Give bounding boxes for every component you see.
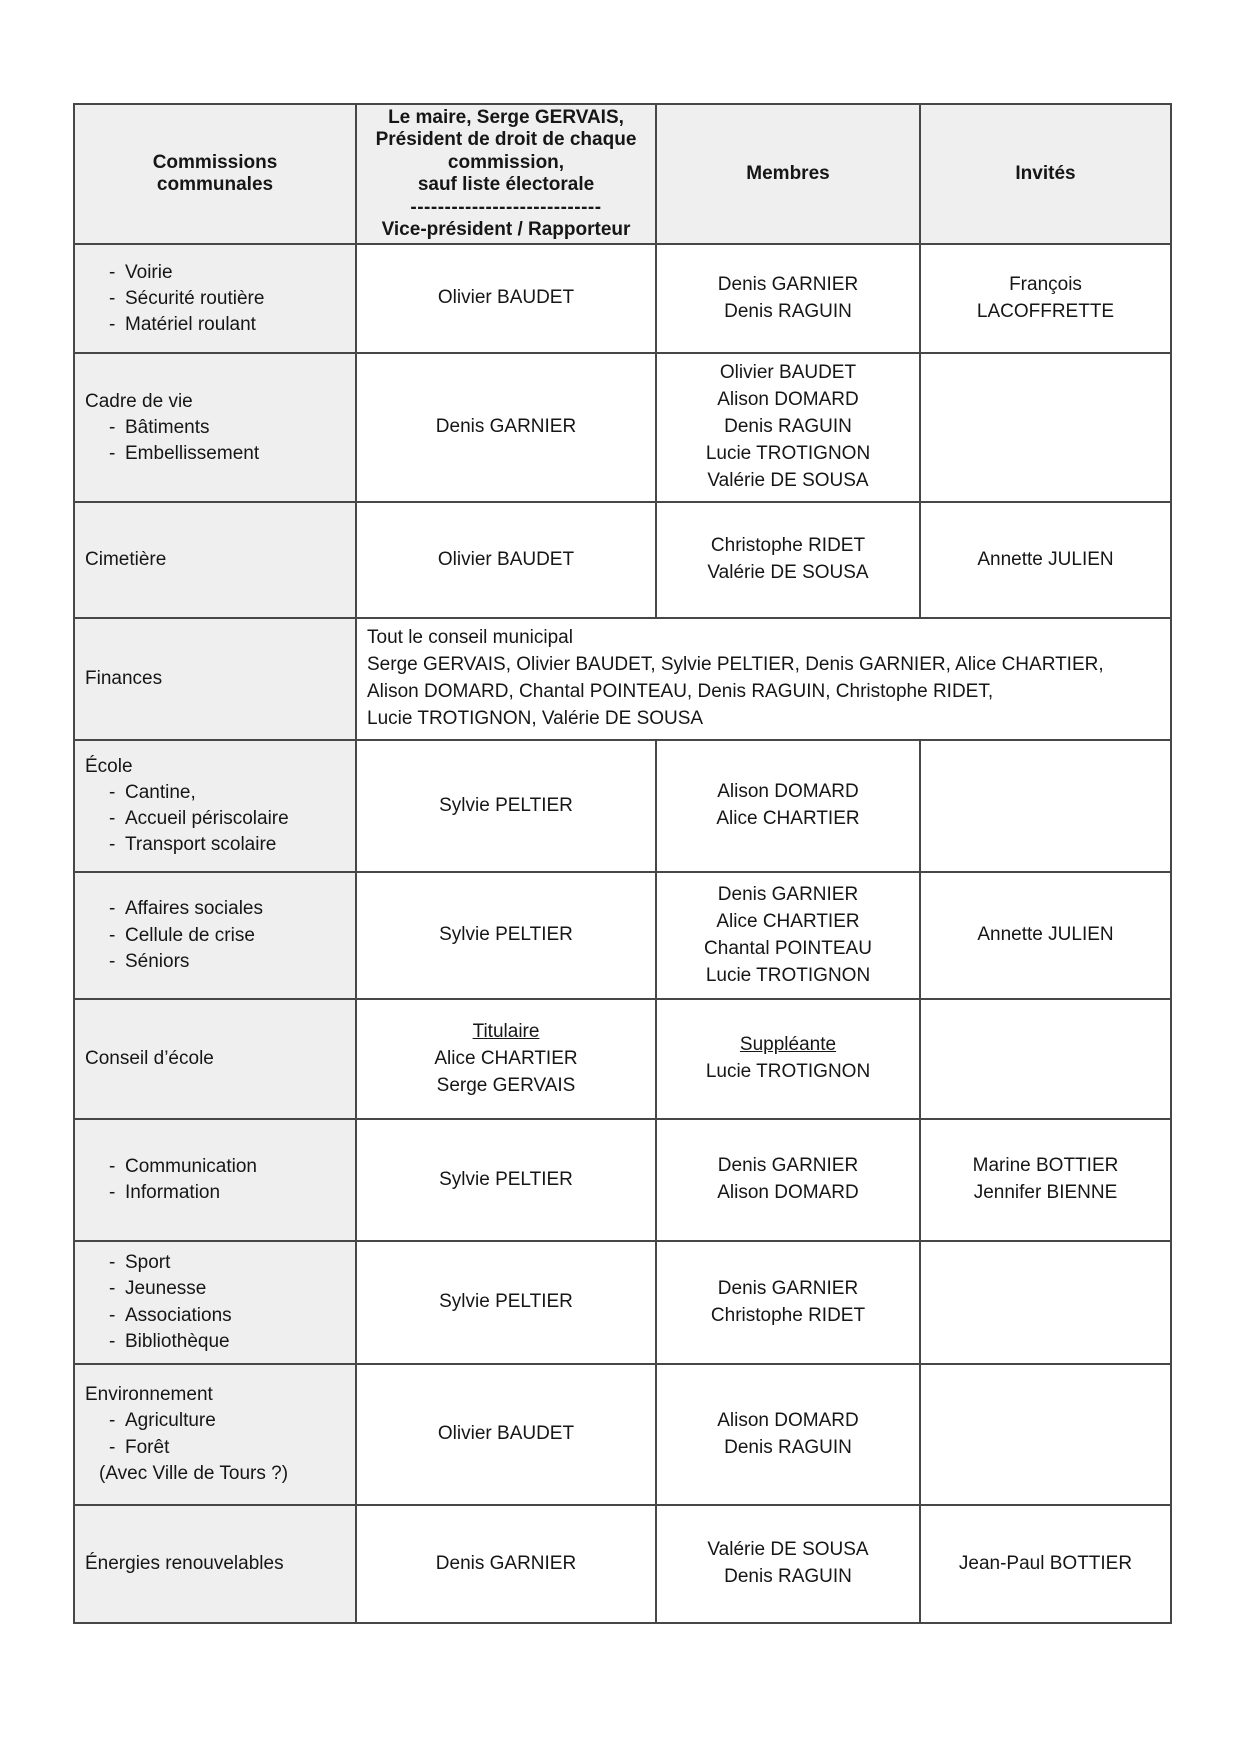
commission-bullet-item — [85, 1408, 349, 1434]
person-name: Denis RAGUIN — [724, 1566, 852, 1588]
members-cell — [656, 502, 920, 618]
bullet-dash: - — [109, 442, 116, 464]
full-span-line: Alison DOMARD, Chantal POINTEAU, Denis RAGUIN, Christophe RIDET, — [367, 681, 994, 703]
person-name: LACOFFRETTE — [976, 300, 1115, 322]
bullet-dash: - — [109, 834, 116, 856]
header-invites: Invités — [920, 104, 1171, 244]
commission-cell — [74, 244, 356, 353]
bullet-dash: - — [109, 1304, 116, 1326]
bullet-label: Voirie — [125, 261, 173, 283]
invites-cell — [920, 244, 1171, 353]
commission-cell — [74, 1241, 356, 1364]
commission-bullet-item — [85, 949, 349, 975]
commission-note: (Avec Ville de Tours ?) — [99, 1462, 289, 1484]
members-cell — [656, 353, 920, 502]
bullet-label: Jeunesse — [125, 1278, 207, 1300]
bullet-label: Sécurité routière — [125, 287, 265, 309]
bullet-label: Embellissement — [125, 442, 260, 464]
commission-bullet-item — [85, 806, 349, 832]
person-name: Denis RAGUIN — [724, 300, 852, 322]
header-president-line3: commission, — [447, 151, 565, 173]
header-membres: Membres — [656, 104, 920, 244]
bullet-label: Communication — [125, 1155, 257, 1177]
person-name: Alice CHARTIER — [716, 910, 860, 932]
person-name: Annette JULIEN — [977, 924, 1114, 946]
table-row — [74, 872, 1171, 999]
vice-president-cell — [356, 740, 656, 872]
bullet-dash: - — [109, 781, 116, 803]
bullet-dash: - — [109, 314, 116, 336]
members-cell — [656, 1364, 920, 1505]
person-name: Alison DOMARD — [717, 1409, 859, 1431]
table-row — [74, 353, 1171, 502]
person-name: Serge GERVAIS — [436, 1074, 576, 1096]
commission-bullet-item — [85, 923, 349, 949]
vice-president-cell — [356, 1119, 656, 1241]
person-name: Lucie TROTIGNON — [705, 964, 871, 986]
vice-president-cell — [356, 999, 656, 1119]
bullet-label: Associations — [125, 1304, 232, 1326]
person-name: Valérie DE SOUSA — [707, 1539, 869, 1561]
commissions-table — [73, 103, 1172, 1624]
person-name: Marine BOTTIER — [972, 1155, 1119, 1177]
person-name: Chantal POINTEAU — [704, 937, 872, 959]
bullet-dash: - — [109, 1410, 116, 1432]
bullet-dash: - — [109, 1278, 116, 1300]
members-cell — [656, 872, 920, 999]
vice-president-cell — [356, 502, 656, 618]
bullet-dash: - — [109, 1330, 116, 1352]
commission-cell — [74, 1119, 356, 1241]
invites-cell — [920, 1119, 1171, 1241]
full-span-cell — [356, 618, 1171, 740]
header-president-line1: Le maire, Serge GERVAIS, — [388, 107, 624, 128]
role-label — [361, 1019, 651, 1046]
full-span-line: Lucie TROTIGNON, Valérie DE SOUSA — [367, 708, 704, 730]
invites-cell — [920, 740, 1171, 872]
members-cell — [656, 999, 920, 1119]
commission-cell — [74, 502, 356, 618]
person-name: Christophe RIDET — [710, 535, 866, 557]
commission-bullet-item — [85, 1303, 349, 1329]
vice-president-cell — [356, 1364, 656, 1505]
invites-cell — [920, 1241, 1171, 1364]
bullet-label: Sport — [125, 1252, 171, 1274]
person-name: Olivier BAUDET — [437, 548, 575, 570]
invites-cell — [920, 502, 1171, 618]
header-commissions-line2: communales — [156, 174, 274, 196]
person-name: Denis RAGUIN — [724, 416, 852, 438]
person-name: Christophe RIDET — [710, 1304, 866, 1326]
bullet-label: Accueil périscolaire — [125, 808, 289, 830]
members-cell — [656, 740, 920, 872]
commission-title: Cimetière — [85, 549, 167, 571]
commission-bullet-item — [85, 312, 349, 338]
commission-cell — [74, 1364, 356, 1505]
bullet-dash: - — [109, 808, 116, 830]
table-row — [74, 618, 1171, 740]
person-name: Alice CHARTIER — [716, 808, 860, 830]
bullet-dash: - — [109, 261, 116, 283]
bullet-dash: - — [109, 1436, 116, 1458]
table-header — [74, 104, 1171, 244]
vice-president-cell — [356, 244, 656, 353]
full-span-line: Tout le conseil municipal — [367, 627, 573, 649]
invites-cell — [920, 999, 1171, 1119]
person-name: Jean-Paul BOTTIER — [958, 1552, 1133, 1574]
header-commissions-line1: Commissions — [152, 151, 278, 173]
person-name: Sylvie PELTIER — [439, 1291, 573, 1313]
person-name: Sylvie PELTIER — [439, 1168, 573, 1190]
table-row — [74, 999, 1171, 1119]
role-label-text: Suppléante — [739, 1034, 837, 1056]
invites-cell — [920, 872, 1171, 999]
commission-title: Énergies renouvelables — [85, 1552, 284, 1574]
person-name: Sylvie PELTIER — [439, 924, 573, 946]
person-name: Jennifer BIENNE — [973, 1182, 1118, 1204]
header-row — [74, 104, 1171, 244]
members-cell — [656, 1119, 920, 1241]
vice-president-cell — [356, 872, 656, 999]
person-name: Alison DOMARD — [717, 389, 859, 411]
person-name: Denis GARNIER — [717, 1277, 859, 1299]
vice-president-cell — [356, 1241, 656, 1364]
commission-title: Environnement — [85, 1384, 213, 1406]
bullet-dash: - — [109, 1182, 116, 1204]
header-commissions-communales — [74, 104, 356, 244]
commission-bullet-item — [85, 832, 349, 858]
bullet-dash: - — [109, 924, 116, 946]
table-row — [74, 502, 1171, 618]
commission-bullet-item — [85, 780, 349, 806]
table-row — [74, 1119, 1171, 1241]
person-name: Alison DOMARD — [717, 781, 859, 803]
table-row — [74, 244, 1171, 353]
person-name: Denis RAGUIN — [724, 1436, 852, 1458]
role-label-text: Titulaire — [472, 1020, 540, 1042]
person-name: Valérie DE SOUSA — [707, 562, 869, 584]
bullet-dash: - — [109, 287, 116, 309]
bullet-label: Information — [125, 1182, 221, 1204]
header-vice-president-role: Vice-président / Rapporteur — [381, 219, 631, 241]
person-name: Lucie TROTIGNON — [705, 1061, 871, 1083]
commission-bullet-item — [85, 1180, 349, 1206]
bullet-dash: - — [109, 416, 116, 438]
bullet-label: Cantine, — [125, 781, 196, 803]
person-name: Denis GARNIER — [717, 1155, 859, 1177]
commission-bullet-item — [85, 1276, 349, 1302]
bullet-label: Forêt — [125, 1436, 170, 1458]
bullet-label: Agriculture — [125, 1410, 216, 1432]
role-label — [661, 1032, 915, 1059]
person-name: Valérie DE SOUSA — [707, 470, 869, 492]
bullet-label: Bâtiments — [125, 416, 210, 438]
members-cell — [656, 1505, 920, 1623]
table-row — [74, 1241, 1171, 1364]
bullet-label: Affaires sociales — [125, 898, 263, 920]
commission-bullet-item — [85, 286, 349, 312]
person-name: Olivier BAUDET — [437, 287, 575, 309]
person-name: Alison DOMARD — [717, 1182, 859, 1204]
commission-bullet-item — [85, 1329, 349, 1355]
commissions-table-body — [74, 244, 1171, 1623]
header-president-line2: Président de droit de chaque — [375, 129, 637, 151]
bullet-dash: - — [109, 1252, 116, 1274]
vice-president-cell — [356, 353, 656, 502]
commission-bullet-item — [85, 1435, 349, 1461]
commission-cell — [74, 872, 356, 999]
bullet-label: Matériel roulant — [125, 314, 256, 336]
bullet-label: Séniors — [125, 950, 190, 972]
commission-cell — [74, 1505, 356, 1623]
header-president-line4: sauf liste électorale — [417, 174, 595, 196]
table-row — [74, 1505, 1171, 1623]
person-name: François — [1009, 273, 1082, 295]
commission-bullet-item — [85, 896, 349, 922]
bullet-dash: - — [109, 898, 116, 920]
commission-title: École — [85, 755, 133, 777]
commission-bullet-item — [85, 1154, 349, 1180]
commission-bullet-item — [85, 1250, 349, 1276]
person-name: Alice CHARTIER — [434, 1047, 578, 1069]
person-name: Olivier BAUDET — [719, 362, 857, 384]
commission-title: Finances — [85, 668, 163, 690]
person-name: Sylvie PELTIER — [439, 794, 573, 816]
commission-cell — [74, 999, 356, 1119]
table-row — [74, 740, 1171, 872]
bullet-label: Cellule de crise — [125, 924, 255, 946]
commission-bullet-item — [85, 260, 349, 286]
person-name: Olivier BAUDET — [437, 1423, 575, 1445]
person-name: Annette JULIEN — [977, 548, 1114, 570]
commission-title: Conseil d’école — [85, 1048, 214, 1070]
commission-title: Cadre de vie — [85, 390, 193, 412]
commission-cell — [74, 353, 356, 502]
invites-cell — [920, 353, 1171, 502]
header-dashes-separator: ---------------------------- — [410, 196, 602, 218]
person-name: Denis GARNIER — [717, 273, 859, 295]
commission-bullet-item — [85, 441, 349, 467]
person-name: Denis GARNIER — [435, 1552, 577, 1574]
commission-bullet-item — [85, 415, 349, 441]
invites-cell — [920, 1505, 1171, 1623]
bullet-label: Transport scolaire — [125, 834, 277, 856]
bullet-label: Bibliothèque — [125, 1330, 230, 1352]
vice-president-cell — [356, 1505, 656, 1623]
person-name: Denis GARNIER — [717, 883, 859, 905]
members-cell — [656, 1241, 920, 1364]
bullet-dash: - — [109, 1155, 116, 1177]
commission-cell — [74, 740, 356, 872]
header-president — [356, 104, 656, 244]
person-name: Lucie TROTIGNON — [705, 443, 871, 465]
members-cell — [656, 244, 920, 353]
person-name: Denis GARNIER — [435, 416, 577, 438]
invites-cell — [920, 1364, 1171, 1505]
table-row — [74, 1364, 1171, 1505]
full-span-line: Serge GERVAIS, Olivier BAUDET, Sylvie PELTIER, Denis GARNIER, Alice CHARTIER, — [367, 654, 1104, 676]
commission-cell — [74, 618, 356, 740]
bullet-dash: - — [109, 950, 116, 972]
